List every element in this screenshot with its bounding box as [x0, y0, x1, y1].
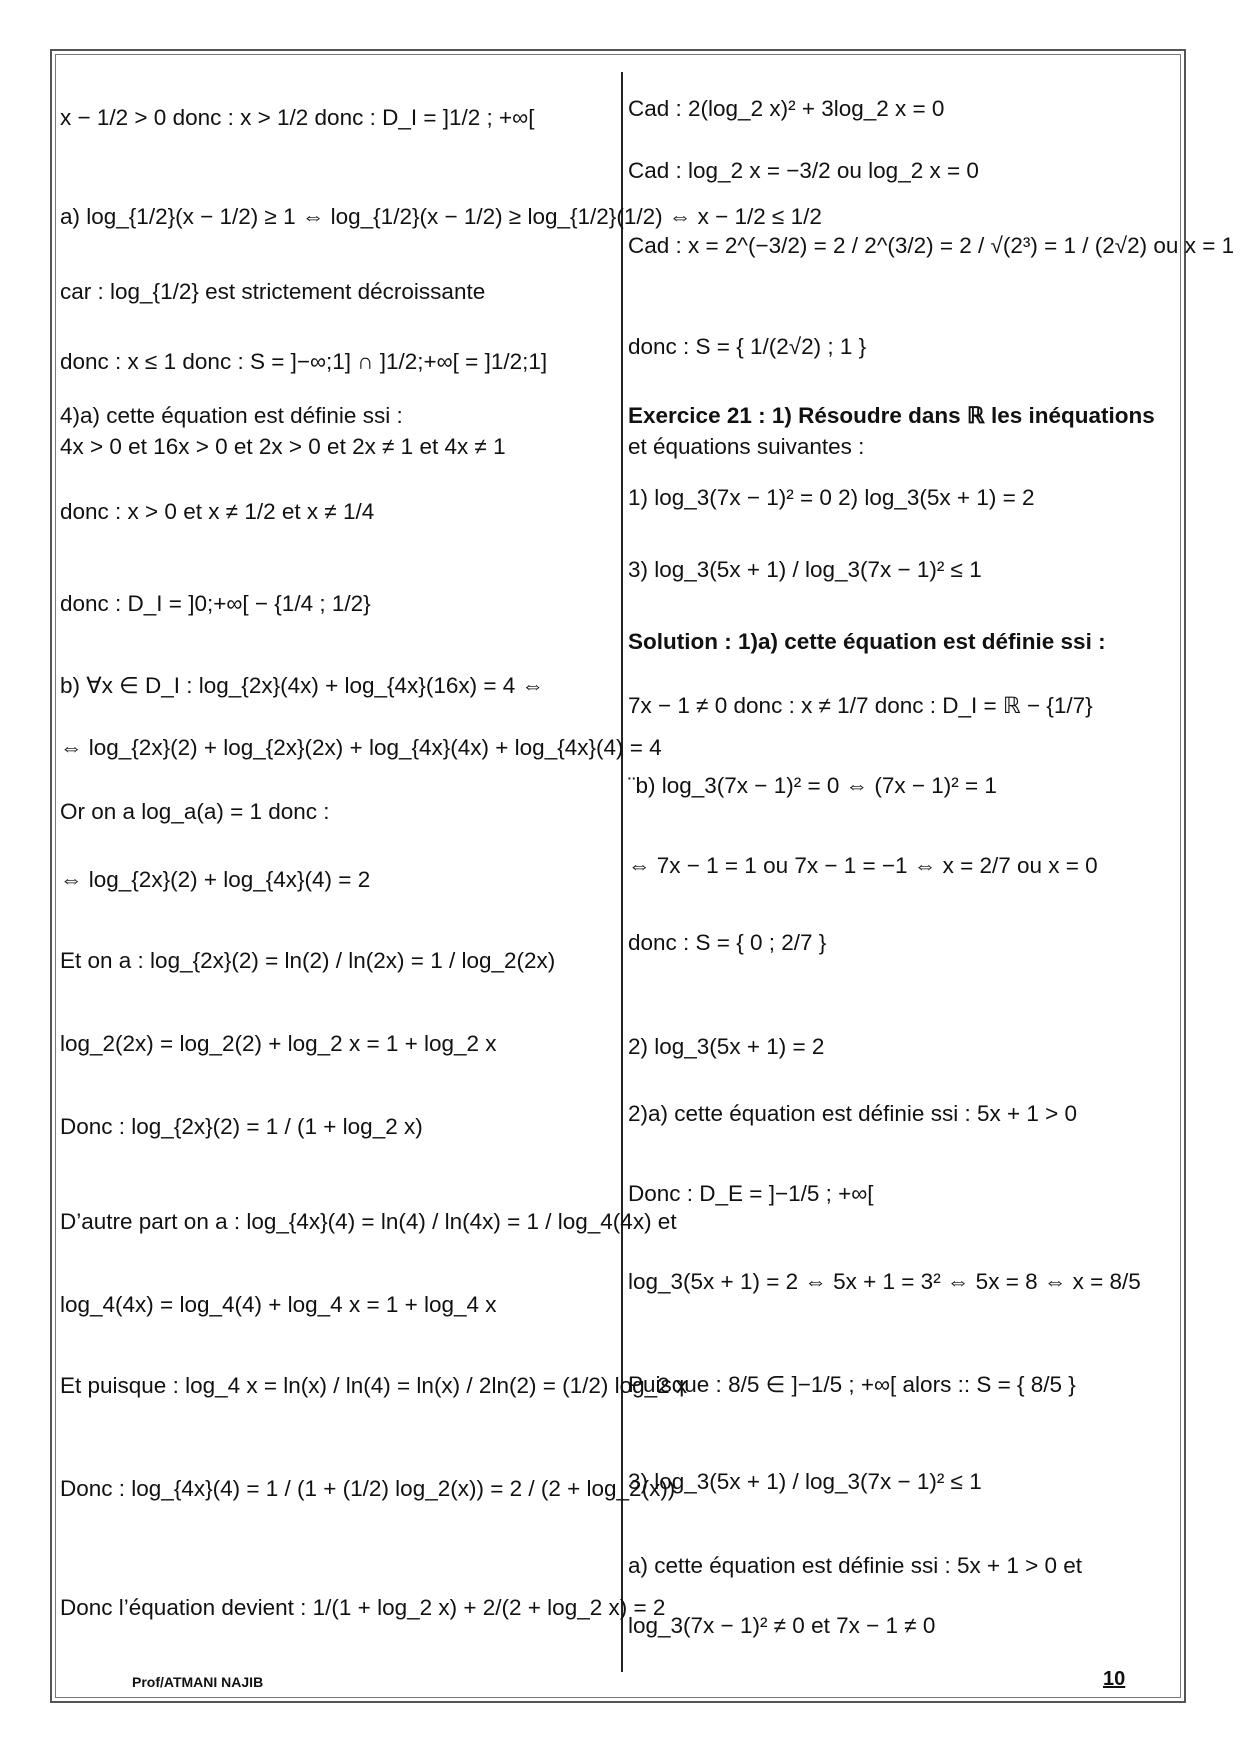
left-line: car : log_{1/2} est strictement décroissante: [60, 279, 486, 304]
left-line: D’autre part on a : log_{4x}(4) = ln(4) / ln(4x) = 1 / log_4(4x) et: [60, 1209, 677, 1234]
left-line: log_4(4x) = log_4(4) + log_4 x = 1 + log_4 x: [60, 1292, 497, 1317]
right-line: donc : S = { 1/(2√2) ; 1 }: [628, 334, 867, 359]
right-line: a) cette équation est définie ssi : 5x + 1 > 0 et: [628, 1553, 1083, 1578]
right-line: log_3(7x − 1)² ≠ 0 et 7x − 1 ≠ 0: [628, 1613, 936, 1638]
right-line: ⇔ 7x − 1 = 1 ou 7x − 1 = −1 ⇔ x = 2/7 ou x = 0: [628, 853, 1098, 878]
column-divider: [621, 72, 623, 1672]
left-line: ⇔ log_{2x}(2) + log_{4x}(4) = 2: [60, 867, 371, 892]
right-line: log_3(5x + 1) = 2 ⇔ 5x + 1 = 3² ⇔ 5x = 8 ⇔ x = 8/5: [628, 1269, 1141, 1294]
right-line: Cad : x = 2^(−3/2) = 2 / 2^(3/2) = 2 / √(2³) = 1 / (2√2) ou x = 1: [628, 233, 1235, 258]
left-line: Donc : log_{4x}(4) = 1 / (1 + (1/2) log_2(x)) = 2 / (2 + log_2(x)): [60, 1476, 676, 1501]
right-line: 3) log_3(5x + 1) / log_3(7x − 1)² ≤ 1: [628, 1469, 982, 1494]
left-line: donc : x ≤ 1 donc : S = ]−∞;1] ∩ ]1/2;+∞[ = ]1/2;1]: [60, 349, 548, 374]
left-line: Et puisque : log_4 x = ln(x) / ln(4) = ln(x) / 2ln(2) = (1/2) log_2 x: [60, 1373, 688, 1398]
right-line: donc : S = { 0 ; 2/7 }: [628, 930, 827, 955]
left-line: Et on a : log_{2x}(2) = ln(2) / ln(2x) = 1 / log_2(2x): [60, 948, 556, 973]
right-line: Exercice 21 : 1) Résoudre dans ℝ les inéquations: [628, 403, 1155, 428]
left-line: a) log_{1/2}(x − 1/2) ≥ 1 ⇔ log_{1/2}(x − 1/2) ≥ log_{1/2}(1/2) ⇔ x − 1/2 ≤ 1/2: [60, 204, 822, 229]
right-line: 7x − 1 ≠ 0 donc : x ≠ 1/7 donc : D_I = ℝ − {1/7}: [628, 693, 1093, 718]
right-line: 2)a) cette équation est définie ssi : 5x + 1 > 0: [628, 1101, 1078, 1126]
right-line: Cad : log_2 x = −3/2 ou log_2 x = 0: [628, 158, 979, 183]
left-line: 4x > 0 et 16x > 0 et 2x > 0 et 2x ≠ 1 et 4x ≠ 1: [60, 434, 506, 459]
right-line: et équations suivantes :: [628, 434, 865, 459]
right-line: 1) log_3(7x − 1)² = 0 2) log_3(5x + 1) = 2: [628, 485, 1035, 510]
left-line: Donc : log_{2x}(2) = 1 / (1 + log_2 x): [60, 1114, 423, 1139]
left-line: ⇔ log_{2x}(2) + log_{2x}(2x) + log_{4x}(4x) + log_{4x}(4) = 4: [60, 735, 662, 760]
page-number: 10: [1103, 1668, 1126, 1690]
right-line: 2) log_3(5x + 1) = 2: [628, 1034, 825, 1059]
left-line: log_2(2x) = log_2(2) + log_2 x = 1 + log_2 x: [60, 1031, 497, 1056]
right-line: Puisque : 8/5 ∈ ]−1/5 ; +∞[ alors :: S = { 8/5 }: [628, 1372, 1076, 1397]
left-line: donc : D_I = ]0;+∞[ − {1/4 ; 1/2}: [60, 591, 371, 616]
left-line: x − 1/2 > 0 donc : x > 1/2 donc : D_I = ]1/2 ; +∞[: [60, 105, 535, 130]
author-footer: Prof/ATMANI NAJIB: [132, 1674, 264, 1690]
left-line: b) ∀x ∈ D_I : log_{2x}(4x) + log_{4x}(16x) = 4 ⇔: [60, 673, 544, 698]
left-line: Donc l’équation devient : 1/(1 + log_2 x) + 2/(2 + log_2 x) = 2: [60, 1595, 666, 1620]
left-line: 4)a) cette équation est définie ssi :: [60, 403, 403, 428]
left-line: donc : x > 0 et x ≠ 1/2 et x ≠ 1/4: [60, 499, 375, 524]
right-line: Cad : 2(log_2 x)² + 3log_2 x = 0: [628, 96, 945, 121]
right-line: Solution : 1)a) cette équation est définie ssi :: [628, 629, 1106, 654]
right-line: ¨b) log_3(7x − 1)² = 0 ⇔ (7x − 1)² = 1: [628, 773, 997, 798]
right-line: 3) log_3(5x + 1) / log_3(7x − 1)² ≤ 1: [628, 557, 982, 582]
right-line: Donc : D_E = ]−1/5 ; +∞[: [628, 1181, 874, 1206]
left-line: Or on a log_a(a) = 1 donc :: [60, 799, 330, 824]
